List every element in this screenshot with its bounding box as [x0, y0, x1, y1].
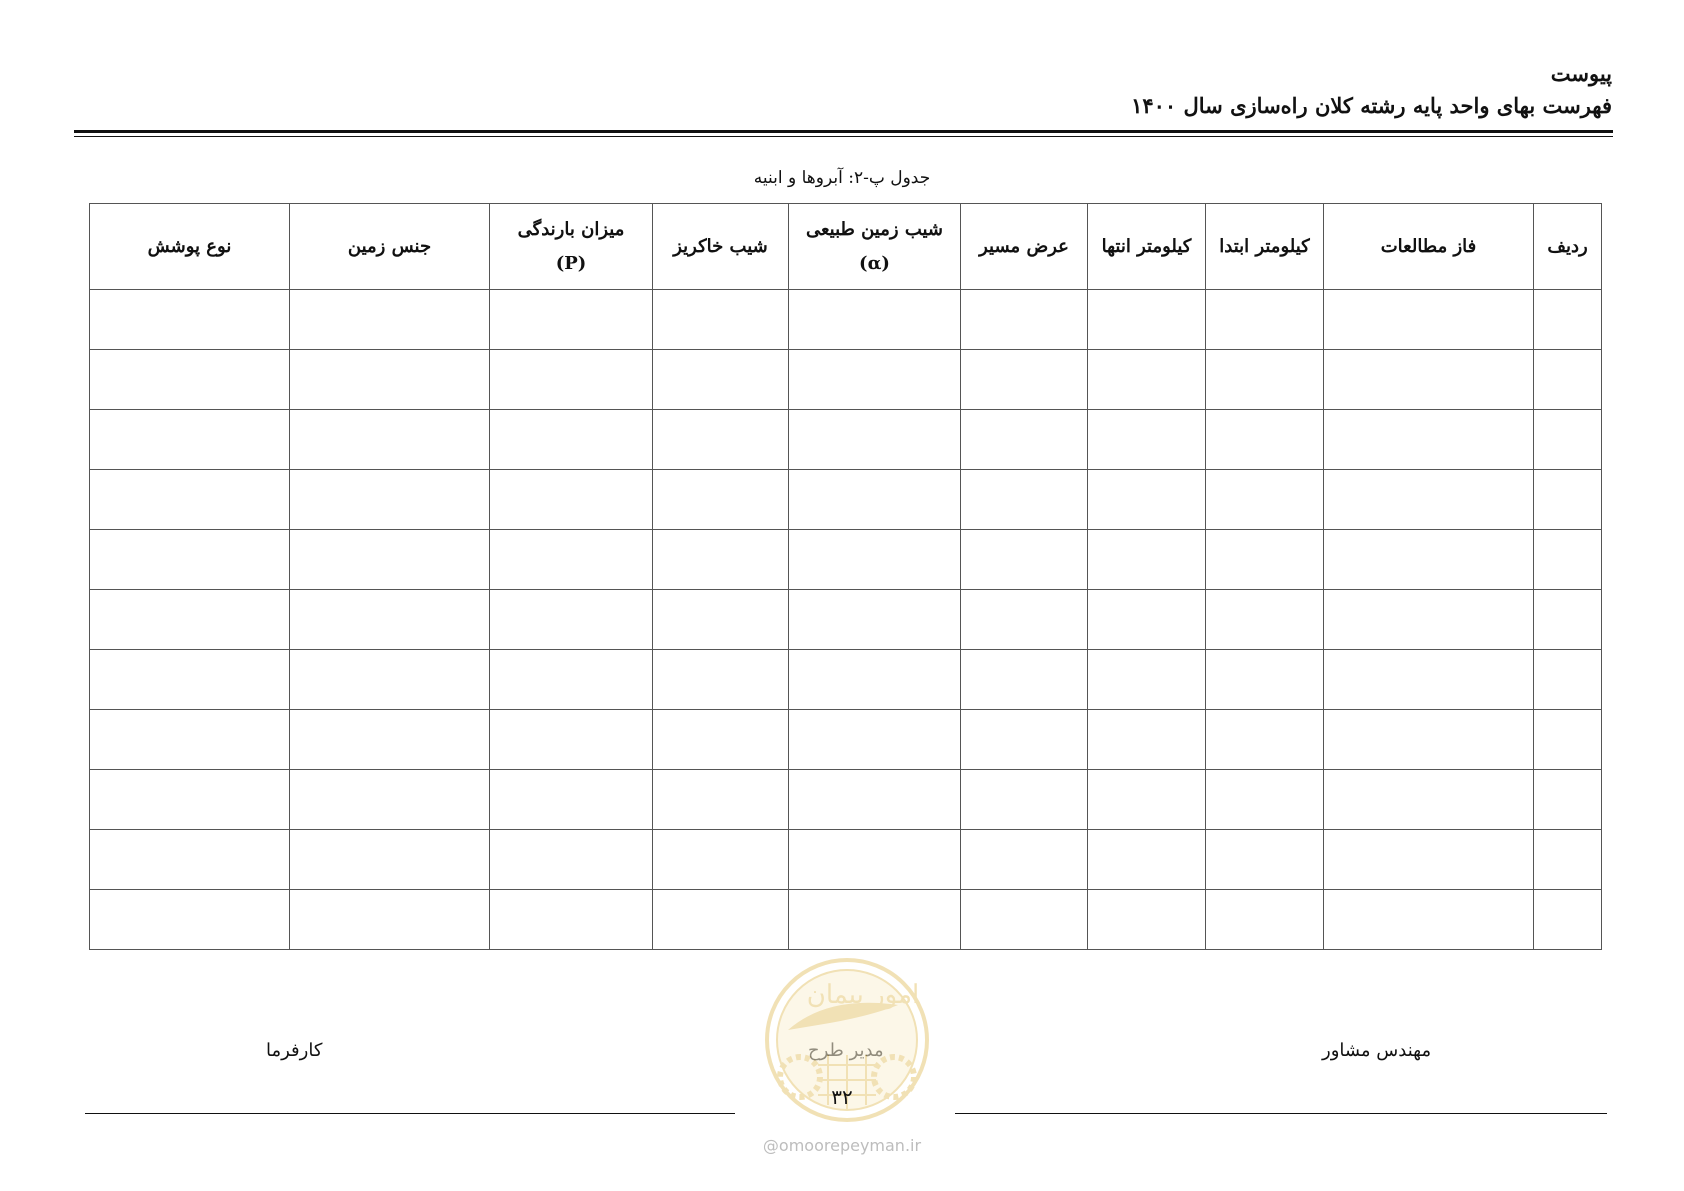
table-cell: [1324, 290, 1534, 350]
table-cell: [1534, 470, 1602, 530]
table-cell: [290, 710, 490, 770]
table-cell: [490, 770, 653, 830]
header-subtitle: فهرست بهای واحد پایه رشته کلان راه‌سازی سال ۱۴۰۰: [1131, 93, 1612, 118]
table-row: [90, 410, 1602, 470]
column-header: [961, 204, 1088, 290]
table-cell: [1324, 590, 1534, 650]
table-cell: [653, 650, 789, 710]
table-cell: [1324, 890, 1534, 950]
table-cell: [1324, 350, 1534, 410]
table-cell: [789, 650, 961, 710]
table-cell: [961, 650, 1088, 710]
table-cell: [1088, 710, 1206, 770]
table-row: [90, 890, 1602, 950]
table-cell: [653, 290, 789, 350]
table-cell: [490, 890, 653, 950]
table-cell: [290, 470, 490, 530]
column-header: [1324, 204, 1534, 290]
table-cell: [90, 290, 290, 350]
table-cell: [653, 830, 789, 890]
table-row: [90, 530, 1602, 590]
table-cell: [1206, 290, 1324, 350]
table-cell: [90, 710, 290, 770]
table-cell: [90, 410, 290, 470]
table-cell: [90, 830, 290, 890]
table-cell: [789, 530, 961, 590]
table-cell: [653, 350, 789, 410]
table-cell: [1088, 590, 1206, 650]
column-header-label: کیلومتر ابتدا: [1219, 235, 1310, 257]
table-cell: [90, 530, 290, 590]
table-cell: [1324, 470, 1534, 530]
table-cell: [490, 470, 653, 530]
column-header-label: کیلومتر انتها: [1101, 235, 1192, 257]
table-cell: [789, 890, 961, 950]
table-cell: [1534, 410, 1602, 470]
table-cell: [290, 590, 490, 650]
table-cell: [490, 710, 653, 770]
table-cell: [290, 890, 490, 950]
signature-employer: کارفرما: [266, 1040, 323, 1061]
table-row: [90, 590, 1602, 650]
table-cell: [961, 350, 1088, 410]
table-cell: [1206, 410, 1324, 470]
header-rule-thick: [74, 130, 1613, 133]
table-cell: [1206, 770, 1324, 830]
table-cell: [1534, 710, 1602, 770]
table-cell: [290, 650, 490, 710]
table-cell: [1206, 350, 1324, 410]
column-header-label: جنس زمین: [347, 235, 432, 257]
table-cell: [90, 650, 290, 710]
column-header-label: شیب خاکریز: [673, 235, 768, 257]
table-cell: [789, 830, 961, 890]
table-cell: [490, 290, 653, 350]
table-cell: [1206, 530, 1324, 590]
culverts-table: [89, 203, 1602, 950]
table-cell: [1088, 890, 1206, 950]
table-cell: [789, 710, 961, 770]
table-cell: [1534, 530, 1602, 590]
table-cell: [961, 410, 1088, 470]
column-header-label: ردیف: [1547, 235, 1588, 257]
table-cell: [1206, 650, 1324, 710]
table-cell: [1206, 830, 1324, 890]
table-row: [90, 350, 1602, 410]
table-cell: [653, 530, 789, 590]
table-cell: [961, 830, 1088, 890]
table-cell: [490, 650, 653, 710]
table-row: [90, 650, 1602, 710]
table-cell: [290, 770, 490, 830]
watermark-seal-text: امور پیمان: [806, 980, 920, 1010]
column-header: [290, 204, 490, 290]
table-cell: [789, 350, 961, 410]
column-header-label: شیب زمین طبیعی: [805, 218, 944, 240]
table-cell: [1206, 590, 1324, 650]
column-header: [1206, 204, 1324, 290]
column-header: [789, 204, 961, 290]
table-cell: [961, 530, 1088, 590]
table-cell: [1324, 770, 1534, 830]
table-cell: [1324, 410, 1534, 470]
table-cell: [490, 530, 653, 590]
table-cell: [961, 470, 1088, 530]
column-header: [1088, 204, 1206, 290]
column-header-label: نوع پوشش: [147, 235, 232, 257]
column-header-symbol: (P): [555, 252, 587, 274]
table-cell: [290, 410, 490, 470]
table-cell: [490, 410, 653, 470]
table-cell: [653, 470, 789, 530]
table-cell: [290, 530, 490, 590]
column-header: [90, 204, 290, 290]
table-cell: [1534, 350, 1602, 410]
table-cell: [653, 710, 789, 770]
table-cell: [290, 290, 490, 350]
column-header: [653, 204, 789, 290]
page-header: [1131, 58, 1612, 122]
page-number: ۳۲: [831, 1085, 853, 1109]
table-cell: [789, 470, 961, 530]
table-row: [90, 290, 1602, 350]
column-header-label: عرض مسیر: [979, 235, 1069, 257]
footer-rule-left: [85, 1113, 735, 1114]
table-cell: [290, 350, 490, 410]
table-cell: [1088, 830, 1206, 890]
table-cell: [1206, 470, 1324, 530]
table-caption: جدول پ-۲: آبروها و ابنیه: [753, 168, 931, 188]
table-cell: [90, 350, 290, 410]
table-cell: [789, 410, 961, 470]
header-rule-thin: [74, 136, 1613, 137]
table-row: [90, 470, 1602, 530]
table-cell: [1088, 470, 1206, 530]
table-cell: [1088, 410, 1206, 470]
table-cell: [961, 770, 1088, 830]
table-cell: [290, 830, 490, 890]
table-cell: [1534, 290, 1602, 350]
table-cell: [961, 890, 1088, 950]
column-header-label: فاز مطالعات: [1380, 235, 1477, 257]
table-cell: [90, 890, 290, 950]
table-cell: [1088, 530, 1206, 590]
table-cell: [1324, 650, 1534, 710]
table-cell: [1324, 530, 1534, 590]
table-cell: [653, 770, 789, 830]
table-cell: [1206, 710, 1324, 770]
table-cell: [653, 410, 789, 470]
table-cell: [961, 590, 1088, 650]
table-cell: [1534, 770, 1602, 830]
table-row: [90, 710, 1602, 770]
table-cell: [1088, 290, 1206, 350]
table-cell: [961, 290, 1088, 350]
table-cell: [653, 590, 789, 650]
header-title: پیوست: [1550, 61, 1612, 86]
table-cell: [961, 710, 1088, 770]
table-cell: [1534, 830, 1602, 890]
table-cell: [789, 590, 961, 650]
column-header: [1534, 204, 1602, 290]
table-cell: [1324, 830, 1534, 890]
table-cell: [1088, 350, 1206, 410]
table-cell: [789, 290, 961, 350]
table-cell: [1324, 710, 1534, 770]
table-cell: [1534, 590, 1602, 650]
table-cell: [1534, 890, 1602, 950]
column-header-label: میزان بارندگی: [517, 218, 625, 240]
table-cell: [1088, 770, 1206, 830]
footer-rule-right: [955, 1113, 1607, 1114]
table-cell: [90, 770, 290, 830]
table-row: [90, 770, 1602, 830]
table-header-row: [90, 204, 1602, 290]
table-cell: [490, 350, 653, 410]
table-cell: [653, 890, 789, 950]
table-row: [90, 830, 1602, 890]
column-header-symbol: (α): [859, 252, 890, 274]
table-cell: [490, 590, 653, 650]
table-cell: [1206, 890, 1324, 950]
table-cell: [1534, 650, 1602, 710]
watermark-site-text: @omoorepeyman.ir: [762, 1136, 922, 1155]
table-cell: [90, 590, 290, 650]
table-cell: [1088, 650, 1206, 710]
column-header: [490, 204, 653, 290]
table-cell: [90, 470, 290, 530]
table-cell: [490, 830, 653, 890]
signature-consultant: مهندس مشاور: [1322, 1040, 1432, 1061]
table-cell: [789, 770, 961, 830]
